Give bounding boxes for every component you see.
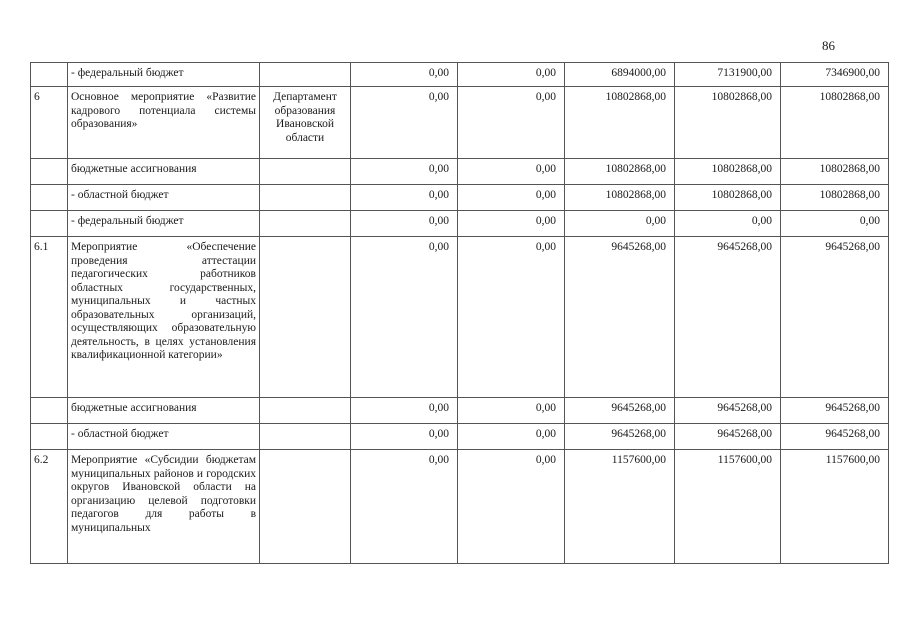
row-department <box>260 398 351 424</box>
row-value-1: 0,00 <box>351 450 458 564</box>
row-value-5: 10802868,00 <box>781 185 889 211</box>
row-value-4: 9645268,00 <box>675 237 781 398</box>
row-value-3: 9645268,00 <box>565 398 675 424</box>
row-value-4: 9645268,00 <box>675 398 781 424</box>
row-value-4: 10802868,00 <box>675 87 781 159</box>
table-row <box>31 185 889 211</box>
row-department <box>260 424 351 450</box>
row-value-3: 9645268,00 <box>565 424 675 450</box>
row-number <box>31 211 68 237</box>
row-number: 6 <box>31 87 68 159</box>
row-value-1: 0,00 <box>351 87 458 159</box>
row-value-2: 0,00 <box>458 63 565 87</box>
row-value-2: 0,00 <box>458 450 565 564</box>
row-value-2: 0,00 <box>458 424 565 450</box>
row-value-4: 7131900,00 <box>675 63 781 87</box>
row-number <box>31 185 68 211</box>
row-name: - областной бюджет <box>68 424 260 450</box>
row-value-2: 0,00 <box>458 87 565 159</box>
row-name: Мероприятие «Обеспечение проведения аттестации педагогических работников областных государственных, муниципальных и частных образовательных организаций, осуществляющих образовательную деятельность, в целях установления квалификационной категории» <box>68 237 260 398</box>
row-value-4: 10802868,00 <box>675 159 781 185</box>
row-value-1: 0,00 <box>351 185 458 211</box>
row-name: Основное мероприятие «Развитие кадрового потенциала системы образования» <box>68 87 260 159</box>
row-value-1: 0,00 <box>351 63 458 87</box>
row-value-3: 10802868,00 <box>565 159 675 185</box>
row-value-2: 0,00 <box>458 159 565 185</box>
row-value-5: 1157600,00 <box>781 450 889 564</box>
row-value-5: 9645268,00 <box>781 398 889 424</box>
row-department <box>260 211 351 237</box>
row-value-4: 0,00 <box>675 211 781 237</box>
row-value-1: 0,00 <box>351 398 458 424</box>
table-row <box>31 424 889 450</box>
row-number <box>31 159 68 185</box>
row-name: бюджетные ассигнования <box>68 159 260 185</box>
row-value-3: 9645268,00 <box>565 237 675 398</box>
row-value-5: 7346900,00 <box>781 63 889 87</box>
row-department <box>260 450 351 564</box>
table-row <box>31 450 889 564</box>
row-department <box>260 63 351 87</box>
row-value-5: 9645268,00 <box>781 424 889 450</box>
row-value-4: 1157600,00 <box>675 450 781 564</box>
page-number: 86 <box>822 38 835 53</box>
row-name: бюджетные ассигнования <box>68 398 260 424</box>
row-name: - федеральный бюджет <box>68 211 260 237</box>
row-value-3: 1157600,00 <box>565 450 675 564</box>
row-value-4: 9645268,00 <box>675 424 781 450</box>
row-value-1: 0,00 <box>351 424 458 450</box>
row-value-2: 0,00 <box>458 211 565 237</box>
row-department <box>260 159 351 185</box>
row-name: Мероприятие «Субсидии бюджетам муниципальных районов и городских округов Ивановской области на организацию целевой подготовки педагогов для работы в муниципальных <box>68 450 260 564</box>
row-value-3: 6894000,00 <box>565 63 675 87</box>
table-row <box>31 237 889 398</box>
row-value-5: 9645268,00 <box>781 237 889 398</box>
row-value-1: 0,00 <box>351 237 458 398</box>
row-name: - областной бюджет <box>68 185 260 211</box>
row-value-5: 10802868,00 <box>781 159 889 185</box>
row-value-3: 0,00 <box>565 211 675 237</box>
table-row <box>31 159 889 185</box>
table-row <box>31 87 889 159</box>
row-value-4: 10802868,00 <box>675 185 781 211</box>
row-number: 6.1 <box>31 237 68 398</box>
row-department: Департамент образования Ивановской области <box>260 87 351 159</box>
row-department <box>260 185 351 211</box>
row-number: 6.2 <box>31 450 68 564</box>
table-row <box>31 63 889 87</box>
row-number <box>31 424 68 450</box>
row-department <box>260 237 351 398</box>
row-value-1: 0,00 <box>351 211 458 237</box>
table-row <box>31 398 889 424</box>
row-value-2: 0,00 <box>458 185 565 211</box>
table-row <box>31 211 889 237</box>
row-value-5: 0,00 <box>781 211 889 237</box>
row-value-2: 0,00 <box>458 398 565 424</box>
row-number <box>31 63 68 87</box>
row-value-3: 10802868,00 <box>565 185 675 211</box>
row-name: - федеральный бюджет <box>68 63 260 87</box>
row-value-3: 10802868,00 <box>565 87 675 159</box>
row-value-1: 0,00 <box>351 159 458 185</box>
row-value-5: 10802868,00 <box>781 87 889 159</box>
row-value-2: 0,00 <box>458 237 565 398</box>
row-number <box>31 398 68 424</box>
budget-table <box>30 62 889 564</box>
